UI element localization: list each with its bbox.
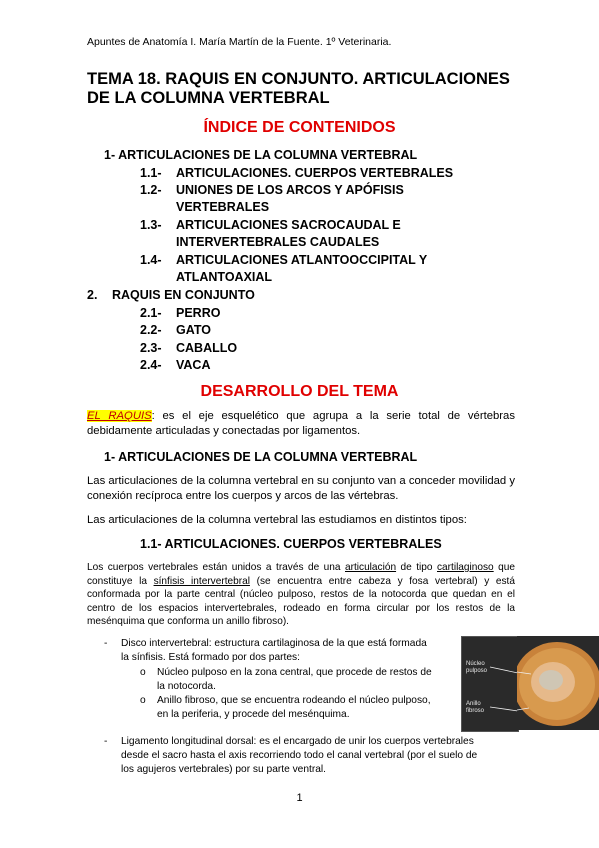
p11-term-cartilaginoso: cartilaginoso <box>437 562 494 573</box>
p11-text-g: (se encuentra entre cabeza y fosa vertebral) y está conformada por la parte central (núcleo pulposo, restos de la notocorda que quedan en el centro de los espacios intervertebrales, rodeado en forma circular por los restos de la mesénquima que conforma un anillo fibroso). <box>87 575 515 628</box>
toc-item-1-2-cont: VERTEBRALES <box>176 200 270 214</box>
figure-label-fibroso: fibroso <box>466 708 485 714</box>
figure-label-anillo: Anillo <box>466 701 481 707</box>
section-1-heading: 1- ARTICULACIONES DE LA COLUMNA VERTEBRAL <box>104 450 418 464</box>
bullet-ligamento-line-2: desde el sacro hasta el axis recorriendo todo el canal vertebral (por el suelo de <box>121 750 478 761</box>
bullet-ligamento-line-3: los agujeros vertebrales) por su parte ventral. <box>121 764 326 775</box>
title-line-1: TEMA 18. RAQUIS EN CONJUNTO. ARTICULACIONES <box>87 70 510 88</box>
toc-item-1-3: ARTICULACIONES SACROCAUDAL E <box>176 218 401 232</box>
intervertebral-disc-photo-right <box>517 636 599 730</box>
p11-term-articulacion: articulación <box>345 562 397 573</box>
toc-num-1-4: 1.4- <box>140 253 162 267</box>
p11-text-e: que constituye la <box>87 562 515 587</box>
p11-text-a: Los cuerpos vertebrales están unidos a través de una <box>87 562 345 573</box>
sub-bullet-marker: o <box>140 667 146 678</box>
p11-term-sinfisis: sínfisis intervertebral <box>153 575 250 587</box>
page-header: Apuntes de Anatomía I. María Martín de la Fuente. 1º Veterinaria. <box>87 36 392 48</box>
toc-item-2-3: CABALLO <box>176 341 238 355</box>
sub-bullet-nucleo-line-1: Núcleo pulposo en la zona central, que procede de restos de <box>157 667 432 678</box>
toc-num-1-2: 1.2- <box>140 183 162 197</box>
toc-item-1-4-cont: ATLANTOAXIAL <box>176 270 273 284</box>
toc-num-1-1: 1.1- <box>140 166 162 180</box>
figure-label-nucleo: Núcleo <box>466 661 485 667</box>
toc-num-1-3: 1.3- <box>140 218 162 232</box>
sub-bullet-nucleo-line-2: la notocorda. <box>157 681 216 692</box>
raquis-definition-text: : es el eje esquelético que agrupa a la serie total de vértebras debidamente articuladas y conectadas por ligamentos. <box>87 410 515 437</box>
toc-num-2-3: 2.3- <box>140 341 162 355</box>
toc-item-2-4: VACA <box>176 358 211 372</box>
toc-item-2: RAQUIS EN CONJUNTO <box>112 288 255 302</box>
sub-bullet-anillo-line-2: en la periferia, y procede del mesénquima. <box>157 709 350 720</box>
development-heading: DESARROLLO DEL TEMA <box>200 383 399 400</box>
raquis-definition <box>87 409 515 439</box>
section-1-paragraph-1: Las articulaciones de la columna vertebral en su conjunto van a conceder movilidad y conexión recíproca entre los cuerpos y arcos de las vértebras. <box>87 475 515 502</box>
page-title <box>87 70 527 108</box>
toc-item-1-1: ARTICULACIONES. CUERPOS VERTEBRALES <box>176 166 454 180</box>
toc-item-1: 1- ARTICULACIONES DE LA COLUMNA VERTEBRAL <box>104 148 418 162</box>
figure-label-pulposo: pulposo <box>466 668 488 674</box>
toc-num-2-4: 2.4- <box>140 358 162 372</box>
page-number: 1 <box>296 792 303 804</box>
bullet-disco-line-1: Disco intervertebral: estructura cartilaginosa de la que está formada <box>121 638 427 649</box>
bullet-dash: - <box>104 638 108 649</box>
index-heading: ÍNDICE DE CONTENIDOS <box>203 119 396 136</box>
section-1-1-paragraph <box>87 561 515 629</box>
disc-cross-section <box>517 636 599 730</box>
intervertebral-disc-image <box>461 636 519 732</box>
toc-num-2-2: 2.2- <box>140 323 162 337</box>
toc-item-1-4: ARTICULACIONES ATLANTOOCCIPITAL Y <box>176 253 428 267</box>
toc-item-2-2: GATO <box>176 323 211 337</box>
sub-bullet-marker: o <box>140 695 146 706</box>
p11-text-c: de tipo <box>396 562 437 573</box>
bullet-disco-line-2: la sínfisis. Está formado por dos partes: <box>121 652 300 663</box>
toc-num-2: 2. <box>87 288 98 302</box>
disc-photo-drawing <box>462 637 518 731</box>
toc-item-2-1: PERRO <box>176 306 221 320</box>
section-1-1-heading: 1.1- ARTICULACIONES. CUERPOS VERTEBRALES <box>140 537 442 551</box>
toc-item-1-3-cont: INTERVERTEBRALES CAUDALES <box>176 235 380 249</box>
toc-num-2-1: 2.1- <box>140 306 162 320</box>
section-1-paragraph-2: Las articulaciones de la columna vertebral las estudiamos en distintos tipos: <box>87 514 467 526</box>
bullet-ligamento-line-1: Ligamento longitudinal dorsal: es el encargado de unir los cuerpos vertebrales <box>121 736 474 747</box>
toc-item-1-2: UNIONES DE LOS ARCOS Y APÓFISIS <box>176 183 404 197</box>
raquis-term: EL RAQUIS <box>87 410 152 422</box>
title-line-2: DE LA COLUMNA VERTEBRAL <box>87 89 330 107</box>
sub-bullet-anillo-line-1: Anillo fibroso, que se encuentra rodeando el núcleo pulposo, <box>157 695 431 706</box>
bullet-dash: - <box>104 736 108 747</box>
